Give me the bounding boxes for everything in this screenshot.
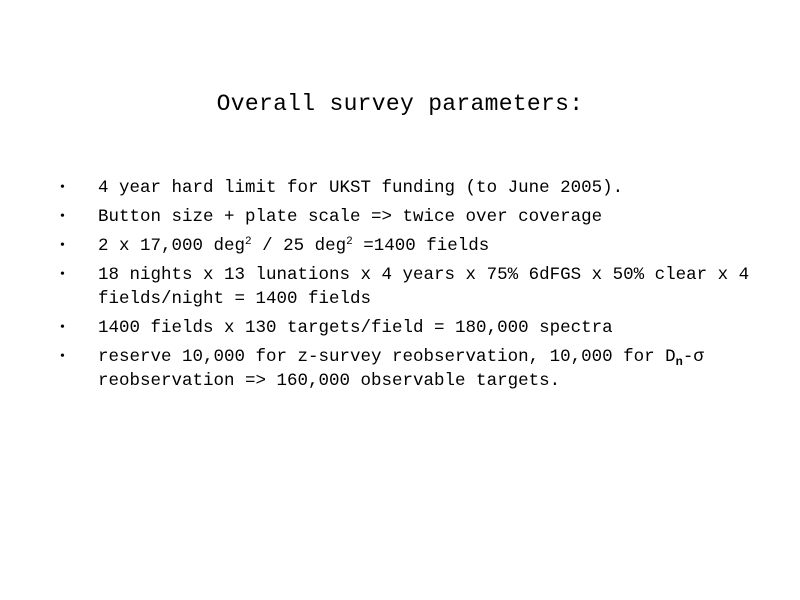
bullet-item-reserve xyxy=(60,345,780,393)
bullet-item-spectra xyxy=(60,316,780,340)
bullet-item-coverage xyxy=(60,205,780,229)
superscript: 2 xyxy=(346,236,353,248)
bullet-text-part: 2 x 17,000 deg xyxy=(98,236,246,256)
bullet-text: 4 year hard limit for UKST funding (to June 2005). xyxy=(98,178,624,198)
subscript: n xyxy=(675,355,683,369)
bullet-list xyxy=(60,176,780,398)
bullet-icon: • xyxy=(60,238,65,253)
superscript: 2 xyxy=(245,236,252,248)
bullet-item-field-count xyxy=(60,234,780,258)
bullet-item-observing-nights xyxy=(60,263,780,311)
bullet-text-part: / 25 deg xyxy=(251,236,347,256)
slide-title: Overall survey parameters: xyxy=(216,91,584,117)
bullet-text: 18 nights x 13 lunations x 4 years x 75% 6dFGS x 50% clear x 4 fields/night = 1400 fields xyxy=(98,265,750,309)
bullet-text-part: =1400 fields xyxy=(352,236,490,256)
bullet-text xyxy=(98,236,489,256)
bullet-text-part: -σ reobservation => 160,000 observable targets. xyxy=(98,347,704,391)
bullet-icon: • xyxy=(60,349,65,364)
bullet-icon: • xyxy=(60,180,65,195)
bullet-text: 1400 fields x 130 targets/field = 180,000 spectra xyxy=(98,318,613,338)
bullet-icon: • xyxy=(60,209,65,224)
bullet-icon: • xyxy=(60,320,65,335)
bullet-item-funding-limit xyxy=(60,176,780,200)
bullet-icon: • xyxy=(60,267,65,282)
bullet-text: Button size + plate scale => twice over coverage xyxy=(98,207,603,227)
bullet-text-part: reserve 10,000 for z-survey reobservation, 10,000 for D xyxy=(98,347,676,367)
bullet-text xyxy=(98,347,704,391)
